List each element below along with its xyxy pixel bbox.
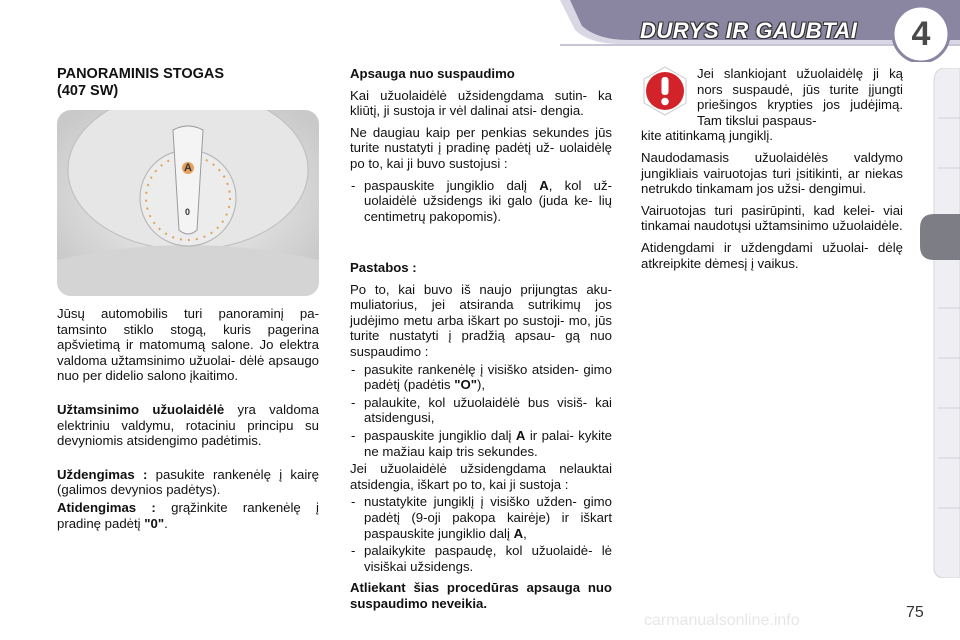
section-title-line1: PANORAMINIS STOGAS bbox=[57, 66, 225, 82]
blind-term: Užtamsinimo užuolaidėlė bbox=[57, 401, 225, 417]
anti-pinch-title: Apsauga nuo suspaudimo bbox=[350, 66, 515, 81]
list-item-text: , kol už- uolaidėlė užsidengs iki galo (juda ke- lių centimetrų pakopomis). bbox=[364, 177, 612, 224]
intro-paragraph: Jūsų automobilis turi panoraminį pa- tamsinto stiklo stogą, kuris pagerina apšvietimą ir matomumą salone. Jo elektra valdoma užtamsinimo užuolai- dėlė apsaugo nuo per didelio salono įkaitimo. bbox=[57, 306, 319, 384]
position-value: "O" bbox=[454, 377, 477, 393]
warn-p3: Vairuotojas turi pasirūpinti, kad kelei- viai tinkamai naudotųsi užtamsinimo užuolaidėle. bbox=[641, 202, 903, 234]
switch-part-a: A bbox=[539, 177, 549, 193]
list-item-text: ), bbox=[476, 377, 486, 393]
anti-pinch-p1: Kai užuolaidėlė užsidengdama sutin- ka kliūtį, ji sustoja ir vėl dalinai atsi- dengia. bbox=[350, 87, 612, 119]
list-item-text: , bbox=[523, 525, 527, 541]
chapter-number: 4 bbox=[911, 15, 931, 53]
section-title-line2: (407 SW) bbox=[57, 83, 119, 99]
list-item bbox=[350, 362, 612, 393]
warn-p2: Naudodamasis užuolaidėlės valdymo jungikliais vairuotojas turi įsitikinti, ar niekas netrukdo tinkamam jos užsi- dengimui. bbox=[641, 149, 903, 197]
blind-text: yra valdoma elektriniu valdymu, rotaciniu principu su devyniomis atsidengimo padėtimis. bbox=[57, 401, 319, 449]
open-value: "0" bbox=[144, 515, 165, 531]
anti-pinch-p2: Ne daugiau kaip per penkias sekundes jūs turite nustatyti į pradinę padėtį už- uolaidėlę po to, kai ji buvo sustojusi : bbox=[350, 124, 612, 171]
column-middle-notes bbox=[350, 260, 612, 617]
notes-p1: Po to, kai buvo iš naujo prijungtas aku- muliatorius, jei atsiranda sutrikimų jos judėjimo metu arba iškart po sustoji- mo, jūs turite nustatyti į pradžią apsau- gą nuo suspaudimo : bbox=[350, 281, 612, 359]
anti-pinch-list bbox=[350, 178, 612, 225]
notes-list-2 bbox=[350, 494, 612, 574]
list-item bbox=[350, 494, 612, 541]
blind-paragraph bbox=[57, 402, 319, 449]
list-item: - palaukite, kol užuolaidėlė bus visiš- kai atsidengusi, bbox=[350, 395, 612, 426]
page-number: 75 bbox=[906, 604, 924, 621]
list-item-text: ir palai- kykite ne mažiau kaip tris sekundes. bbox=[364, 427, 612, 459]
list-item-text: pasukite rankenėlę į visiško atsiden- gimo padėtį (padėtis bbox=[364, 361, 612, 393]
close-paragraph bbox=[57, 467, 319, 498]
column-left bbox=[57, 66, 319, 100]
open-text: grąžinkite rankenėlę į pradinę padėtį bbox=[57, 499, 319, 531]
column-right bbox=[641, 66, 903, 277]
warn-p1 bbox=[641, 66, 903, 144]
notes-list-1 bbox=[350, 362, 612, 460]
chapter-side-tabs bbox=[920, 68, 960, 578]
warn-p1-rest: kite atitinkamą jungiklį. bbox=[641, 128, 773, 144]
close-text: pasukite rankenėlę į kairę (galimos devynios padėtys). bbox=[57, 466, 319, 498]
list-item-text: paspauskite jungiklio dalį bbox=[364, 427, 516, 443]
column-middle bbox=[350, 66, 612, 230]
open-term: Atidengimas : bbox=[57, 499, 156, 515]
notes-title: Pastabos : bbox=[350, 260, 417, 275]
list-item-text: nustatykite jungiklį į visiško užden- gimo padėtį (9-oji pakopa kairėje) ir iškart paspauskite jungiklio dalį bbox=[364, 494, 612, 541]
sunroof-control-photo bbox=[57, 110, 319, 296]
list-item bbox=[350, 178, 612, 225]
column-left-text bbox=[57, 306, 319, 537]
switch-part-a: A bbox=[515, 427, 526, 443]
watermark: carmanualsonline.info bbox=[644, 612, 800, 629]
close-term: Uždengimas : bbox=[57, 466, 148, 482]
warn-p4: Atidengdami ir uždengdami užuolai- dėlę atkreipkite dėmesį į vaikus. bbox=[641, 239, 903, 271]
photo-label-a: A bbox=[184, 162, 192, 174]
warn-p1-first: Jei slankiojant užuolaidėlę ji ką nors suspaudė, jūs turite įjungti priešingos krypties jos judėjimą. Tam tikslui paspaus- bbox=[697, 66, 903, 128]
open-end: . bbox=[164, 515, 168, 531]
chapter-title: DURYS IR GAUBTAI bbox=[640, 18, 858, 43]
open-paragraph bbox=[57, 500, 319, 531]
list-item-text: paspauskite jungiklio dalį bbox=[364, 177, 540, 193]
list-item bbox=[350, 428, 612, 459]
photo-label-0: 0 bbox=[185, 207, 191, 217]
notes-final: Atliekant šias procedūras apsauga nuo suspaudimo neveikia. bbox=[350, 580, 612, 611]
notes-p2: Jei užuolaidėlė užsidengdama nelauktai atsidengia, iškart po to, kai ji sustoja : bbox=[350, 461, 612, 492]
switch-part-a: A bbox=[513, 525, 524, 541]
list-item: - palaikykite paspaudę, kol užuolaidė- lė visiškai užsidengs. bbox=[350, 543, 612, 574]
